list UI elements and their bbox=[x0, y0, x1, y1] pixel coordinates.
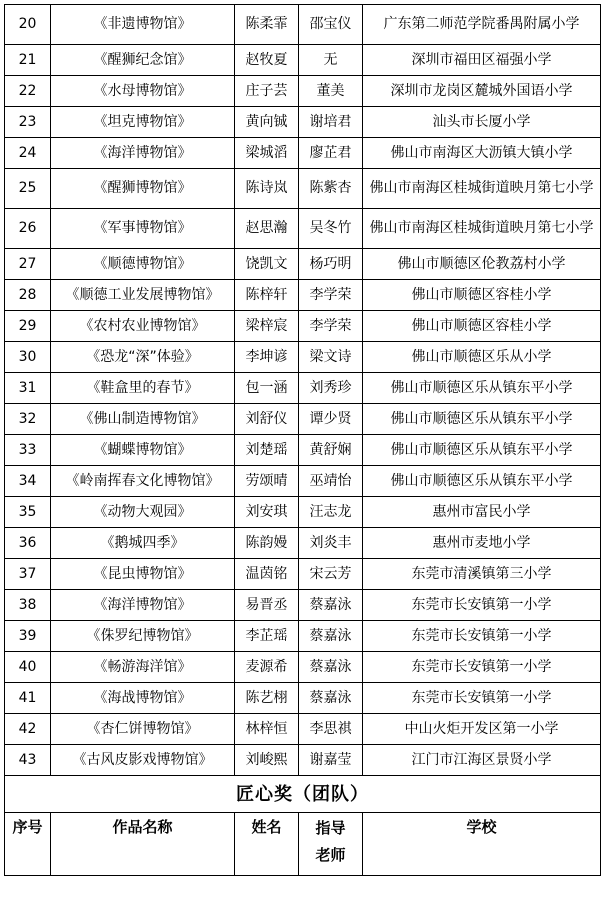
header-teacher-line2: 老师 bbox=[315, 846, 346, 864]
student-name: 赵思瀚 bbox=[235, 209, 299, 249]
student-name: 包一涵 bbox=[235, 373, 299, 404]
award-rows bbox=[5, 5, 601, 776]
school-name: 深圳市福田区福强小学 bbox=[363, 45, 601, 76]
work-title: 《海洋博物馆》 bbox=[51, 138, 235, 169]
school-name: 惠州市麦地小学 bbox=[363, 528, 601, 559]
school-name: 江门市江海区景贤小学 bbox=[363, 745, 601, 776]
school-name: 佛山市南海区桂城街道映月第七小学 bbox=[363, 169, 601, 209]
school-name: 广东第二师范学院番禺附属小学 bbox=[363, 5, 601, 45]
school-name: 佛山市顺德区乐从镇东平小学 bbox=[363, 466, 601, 497]
work-title: 《杏仁饼博物馆》 bbox=[51, 714, 235, 745]
student-name: 李芷瑶 bbox=[235, 621, 299, 652]
row-number: 40 bbox=[5, 652, 51, 683]
table-row bbox=[5, 107, 601, 138]
header-teacher bbox=[299, 813, 363, 876]
school-name: 佛山市顺德区乐从镇东平小学 bbox=[363, 435, 601, 466]
teacher-name: 董美 bbox=[299, 76, 363, 107]
student-name: 黄向铖 bbox=[235, 107, 299, 138]
row-number: 34 bbox=[5, 466, 51, 497]
row-number: 43 bbox=[5, 745, 51, 776]
table-row bbox=[5, 249, 601, 280]
table-row bbox=[5, 169, 601, 209]
school-name: 东莞市长安镇第一小学 bbox=[363, 652, 601, 683]
student-name: 赵牧夏 bbox=[235, 45, 299, 76]
work-title: 《恐龙“深”体验》 bbox=[51, 342, 235, 373]
table-row bbox=[5, 373, 601, 404]
student-name: 刘安琪 bbox=[235, 497, 299, 528]
row-number: 38 bbox=[5, 590, 51, 621]
school-name: 汕头市长厦小学 bbox=[363, 107, 601, 138]
work-title: 《坦克博物馆》 bbox=[51, 107, 235, 138]
row-number: 42 bbox=[5, 714, 51, 745]
row-number: 29 bbox=[5, 311, 51, 342]
teacher-name: 吴冬竹 bbox=[299, 209, 363, 249]
work-title: 《水母博物馆》 bbox=[51, 76, 235, 107]
row-number: 37 bbox=[5, 559, 51, 590]
header-name: 姓名 bbox=[235, 813, 299, 876]
row-number: 30 bbox=[5, 342, 51, 373]
student-name: 易晋丞 bbox=[235, 590, 299, 621]
student-name: 陈艺栩 bbox=[235, 683, 299, 714]
student-name: 麦源希 bbox=[235, 652, 299, 683]
table-row bbox=[5, 342, 601, 373]
row-number: 31 bbox=[5, 373, 51, 404]
table-row bbox=[5, 435, 601, 466]
row-number: 32 bbox=[5, 404, 51, 435]
teacher-name: 蔡嘉泳 bbox=[299, 621, 363, 652]
work-title: 《鹅城四季》 bbox=[51, 528, 235, 559]
table-row bbox=[5, 76, 601, 107]
header-row bbox=[5, 813, 601, 876]
work-title: 《顺德博物馆》 bbox=[51, 249, 235, 280]
row-number: 20 bbox=[5, 5, 51, 45]
teacher-name: 陈紫杏 bbox=[299, 169, 363, 209]
work-title: 《畅游海洋馆》 bbox=[51, 652, 235, 683]
school-name: 佛山市南海区桂城街道映月第七小学 bbox=[363, 209, 601, 249]
student-name: 李坤谚 bbox=[235, 342, 299, 373]
work-title: 《农村农业博物馆》 bbox=[51, 311, 235, 342]
header-no: 序号 bbox=[5, 813, 51, 876]
table-row bbox=[5, 528, 601, 559]
row-number: 36 bbox=[5, 528, 51, 559]
work-title: 《侏罗纪博物馆》 bbox=[51, 621, 235, 652]
header-work: 作品名称 bbox=[51, 813, 235, 876]
work-title: 《醒狮博物馆》 bbox=[51, 169, 235, 209]
teacher-name: 蔡嘉泳 bbox=[299, 652, 363, 683]
table-row bbox=[5, 590, 601, 621]
work-title: 《鞋盒里的春节》 bbox=[51, 373, 235, 404]
teacher-name: 李学荣 bbox=[299, 311, 363, 342]
section-title-row bbox=[5, 776, 601, 813]
school-name: 佛山市顺德区伦教荔村小学 bbox=[363, 249, 601, 280]
student-name: 温茵铭 bbox=[235, 559, 299, 590]
row-number: 35 bbox=[5, 497, 51, 528]
table-row bbox=[5, 745, 601, 776]
school-name: 惠州市富民小学 bbox=[363, 497, 601, 528]
table-row bbox=[5, 714, 601, 745]
table-row bbox=[5, 280, 601, 311]
student-name: 林梓恒 bbox=[235, 714, 299, 745]
teacher-name: 梁文诗 bbox=[299, 342, 363, 373]
row-number: 23 bbox=[5, 107, 51, 138]
work-title: 《军事博物馆》 bbox=[51, 209, 235, 249]
teacher-name: 谭少贤 bbox=[299, 404, 363, 435]
teacher-name: 廖芷君 bbox=[299, 138, 363, 169]
school-name: 佛山市顺德区乐从镇东平小学 bbox=[363, 404, 601, 435]
table-row bbox=[5, 311, 601, 342]
work-title: 《海洋博物馆》 bbox=[51, 590, 235, 621]
student-name: 劳颂晴 bbox=[235, 466, 299, 497]
work-title: 《动物大观园》 bbox=[51, 497, 235, 528]
teacher-name: 宋云芳 bbox=[299, 559, 363, 590]
work-title: 《岭南挥春文化博物馆》 bbox=[51, 466, 235, 497]
teacher-name: 杨巧明 bbox=[299, 249, 363, 280]
student-name: 梁梓宸 bbox=[235, 311, 299, 342]
table-row bbox=[5, 5, 601, 45]
table-row bbox=[5, 559, 601, 590]
school-name: 佛山市顺德区容桂小学 bbox=[363, 280, 601, 311]
table-row bbox=[5, 683, 601, 714]
teacher-name: 谢嘉莹 bbox=[299, 745, 363, 776]
teacher-name: 李学荣 bbox=[299, 280, 363, 311]
teacher-name: 无 bbox=[299, 45, 363, 76]
teacher-name: 邵宝仪 bbox=[299, 5, 363, 45]
row-number: 21 bbox=[5, 45, 51, 76]
school-name: 佛山市顺德区容桂小学 bbox=[363, 311, 601, 342]
row-number: 27 bbox=[5, 249, 51, 280]
student-name: 刘舒仪 bbox=[235, 404, 299, 435]
award-table bbox=[4, 4, 601, 876]
row-number: 22 bbox=[5, 76, 51, 107]
table-row bbox=[5, 404, 601, 435]
school-name: 东莞市清溪镇第三小学 bbox=[363, 559, 601, 590]
student-name: 刘峻熙 bbox=[235, 745, 299, 776]
school-name: 佛山市顺德区乐从小学 bbox=[363, 342, 601, 373]
table-row bbox=[5, 138, 601, 169]
student-name: 刘楚瑶 bbox=[235, 435, 299, 466]
student-name: 陈诗岚 bbox=[235, 169, 299, 209]
work-title: 《蝴蝶博物馆》 bbox=[51, 435, 235, 466]
school-name: 深圳市龙岗区麓城外国语小学 bbox=[363, 76, 601, 107]
work-title: 《海战博物馆》 bbox=[51, 683, 235, 714]
student-name: 陈韵嫚 bbox=[235, 528, 299, 559]
school-name: 东莞市长安镇第一小学 bbox=[363, 590, 601, 621]
teacher-name: 巫靖怡 bbox=[299, 466, 363, 497]
student-name: 庄子芸 bbox=[235, 76, 299, 107]
teacher-name: 蔡嘉泳 bbox=[299, 683, 363, 714]
table-row bbox=[5, 45, 601, 76]
school-name: 中山火炬开发区第一小学 bbox=[363, 714, 601, 745]
teacher-name: 李思祺 bbox=[299, 714, 363, 745]
row-number: 28 bbox=[5, 280, 51, 311]
header-teacher-line1: 指导 bbox=[315, 819, 346, 837]
work-title: 《非遗博物馆》 bbox=[51, 5, 235, 45]
row-number: 26 bbox=[5, 209, 51, 249]
section-title: 匠心奖（团队） bbox=[5, 776, 601, 813]
teacher-name: 刘炎丰 bbox=[299, 528, 363, 559]
table-row bbox=[5, 652, 601, 683]
work-title: 《顺德工业发展博物馆》 bbox=[51, 280, 235, 311]
row-number: 25 bbox=[5, 169, 51, 209]
work-title: 《醒狮纪念馆》 bbox=[51, 45, 235, 76]
school-name: 东莞市长安镇第一小学 bbox=[363, 683, 601, 714]
row-number: 41 bbox=[5, 683, 51, 714]
table-row bbox=[5, 466, 601, 497]
student-name: 陈柔霏 bbox=[235, 5, 299, 45]
teacher-name: 刘秀珍 bbox=[299, 373, 363, 404]
row-number: 33 bbox=[5, 435, 51, 466]
work-title: 《古风皮影戏博物馆》 bbox=[51, 745, 235, 776]
teacher-name: 汪志龙 bbox=[299, 497, 363, 528]
table-row bbox=[5, 621, 601, 652]
school-name: 东莞市长安镇第一小学 bbox=[363, 621, 601, 652]
teacher-name: 谢培君 bbox=[299, 107, 363, 138]
row-number: 24 bbox=[5, 138, 51, 169]
school-name: 佛山市南海区大沥镇大镇小学 bbox=[363, 138, 601, 169]
row-number: 39 bbox=[5, 621, 51, 652]
work-title: 《昆虫博物馆》 bbox=[51, 559, 235, 590]
school-name: 佛山市顺德区乐从镇东平小学 bbox=[363, 373, 601, 404]
table-row bbox=[5, 209, 601, 249]
student-name: 梁城滔 bbox=[235, 138, 299, 169]
work-title: 《佛山制造博物馆》 bbox=[51, 404, 235, 435]
header-school: 学校 bbox=[363, 813, 601, 876]
student-name: 陈梓轩 bbox=[235, 280, 299, 311]
teacher-name: 蔡嘉泳 bbox=[299, 590, 363, 621]
teacher-name: 黄舒娴 bbox=[299, 435, 363, 466]
table-row bbox=[5, 497, 601, 528]
student-name: 饶凯文 bbox=[235, 249, 299, 280]
